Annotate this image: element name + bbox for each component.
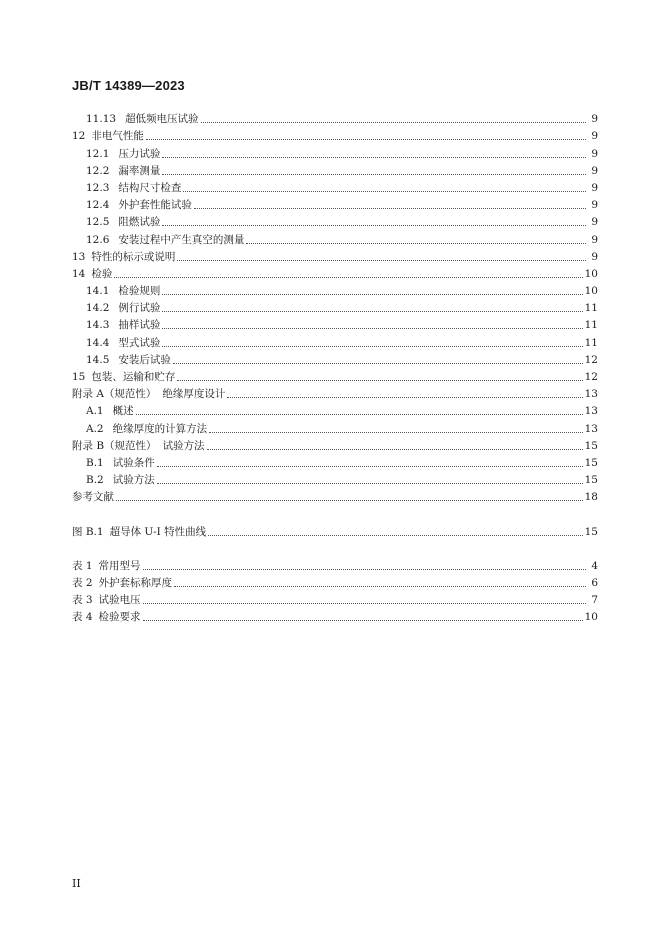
toc-entry[interactable] (72, 281, 598, 298)
dot-leader (174, 586, 586, 587)
toc-entry-page: 9 (591, 233, 598, 246)
toc-entry-page: 15 (584, 525, 598, 538)
standard-code-header: JB/T 14389—2023 (72, 78, 185, 93)
dot-leader (157, 483, 583, 484)
toc-entry[interactable] (72, 367, 598, 384)
toc-entry-title: 非电气性能 (91, 130, 144, 143)
dot-leader (143, 569, 586, 570)
toc-entry-number: 表 1 (72, 559, 93, 572)
toc-entry-title: 型式试验 (118, 336, 161, 349)
toc-entry-page: 10 (584, 285, 598, 298)
toc-entry-number: 12.2 (86, 164, 110, 177)
toc-entry-title: 例行试验 (118, 302, 161, 315)
toc-entry-page: 15 (584, 474, 598, 487)
toc-entry-title: 抽样试验 (118, 319, 161, 332)
toc-entry-title: 绝缘厚度设计 (162, 388, 226, 401)
dot-leader (162, 294, 582, 295)
toc-entry[interactable] (72, 556, 598, 573)
toc-entry[interactable] (72, 264, 598, 281)
toc-entry-title: 检验要求 (98, 611, 141, 624)
dot-leader (227, 397, 582, 398)
toc-entry-title: 试验电压 (98, 594, 141, 607)
toc-entry-page: 11 (584, 302, 598, 315)
toc-entry-number: 12.1 (86, 147, 110, 160)
toc-entry-page: 9 (591, 199, 598, 212)
toc-entry-title: 参考文献 (72, 491, 114, 504)
dot-leader (162, 174, 586, 175)
table-of-contents (72, 109, 598, 624)
toc-entry[interactable] (72, 332, 598, 349)
toc-entry-title: 阻燃试验 (118, 216, 161, 229)
toc-entry-title: 外护套性能试验 (118, 199, 192, 212)
toc-entry[interactable] (72, 401, 598, 418)
toc-entry-page: 12 (584, 371, 598, 383)
dot-leader (183, 191, 586, 192)
toc-entry-number: 图 B.1 (72, 525, 104, 538)
dot-leader (177, 380, 582, 381)
toc-entry[interactable] (72, 487, 598, 504)
toc-entry-page: 13 (584, 405, 598, 418)
toc-entry-page: 13 (584, 388, 598, 401)
dot-leader (162, 225, 586, 226)
toc-entry-page: 9 (591, 130, 598, 143)
toc-entry-title: 超导体 U-I 特性曲线 (109, 525, 207, 538)
dot-leader (177, 260, 586, 261)
toc-entry-page: 15 (584, 439, 598, 452)
toc-entry-page: 9 (591, 216, 598, 229)
toc-entry-number: 14.2 (86, 302, 110, 315)
dot-leader (162, 157, 586, 158)
dot-leader (246, 243, 586, 244)
toc-entry-page: 4 (591, 559, 598, 572)
dot-leader (208, 535, 583, 536)
toc-entry-page: 9 (591, 164, 598, 177)
toc-entry[interactable] (72, 229, 598, 246)
toc-entry-title: 概述 (112, 405, 134, 418)
toc-entry-number: 附录 A（规范性） (72, 388, 157, 401)
toc-entry-title: 压力试验 (118, 147, 161, 160)
toc-entry-number: 14.3 (86, 319, 110, 332)
toc-entry[interactable] (72, 315, 598, 332)
toc-entry-title: 常用型号 (98, 559, 141, 572)
toc-entry-title: 特性的标示或说明 (91, 250, 176, 263)
toc-entry-title: 安装过程中产生真空的测量 (118, 233, 245, 246)
toc-entry[interactable] (72, 470, 598, 487)
toc-tables-section (72, 556, 598, 625)
toc-entry-number: 13 (72, 250, 86, 263)
toc-entry-page: 15 (584, 456, 598, 469)
toc-entry-number: 12.3 (86, 181, 110, 194)
dot-leader (194, 208, 586, 209)
toc-entry[interactable] (72, 418, 598, 435)
toc-entry[interactable] (72, 126, 598, 143)
toc-entry-number: 表 2 (72, 576, 93, 589)
toc-entry-page: 7 (591, 594, 598, 607)
toc-entry-page: 6 (591, 576, 598, 589)
toc-entry[interactable] (72, 195, 598, 212)
toc-entry[interactable] (72, 161, 598, 178)
toc-entry-number: A.1 (86, 405, 104, 418)
section-gap (72, 504, 598, 521)
toc-entry-title: 包装、运输和贮存 (91, 371, 176, 383)
toc-entry-number: B.1 (86, 456, 104, 469)
toc-entry-title: 绝缘厚度的计算方法 (112, 422, 208, 435)
dot-leader (207, 449, 583, 450)
toc-entry-title: 检验规则 (118, 285, 161, 298)
toc-entry-number: 14 (72, 267, 86, 280)
toc-entry-title: 试验方法 (162, 439, 205, 452)
toc-entry[interactable] (72, 521, 598, 538)
dot-leader (201, 122, 586, 123)
toc-entry[interactable] (72, 350, 598, 367)
dot-leader (146, 139, 586, 140)
toc-entry-number: 12 (72, 130, 86, 143)
toc-entry-title: 试验条件 (112, 456, 155, 469)
toc-entry-page: 10 (584, 267, 598, 280)
toc-entry[interactable] (72, 247, 598, 264)
toc-entry-number: 表 4 (72, 611, 93, 624)
dot-leader (136, 414, 583, 415)
toc-entry-number: 11.13 (86, 113, 117, 126)
dot-leader (209, 432, 583, 433)
dot-leader (162, 346, 582, 347)
toc-entry-number: 12.4 (86, 199, 110, 212)
toc-entry-page: 11 (584, 319, 598, 332)
toc-entry-title: 检验 (91, 267, 113, 280)
toc-entry-page: 9 (591, 147, 598, 160)
toc-entry[interactable] (72, 607, 598, 624)
toc-entry-number: 15 (72, 371, 86, 383)
toc-entry-number: 14.5 (86, 353, 110, 366)
toc-entry-number: 14.1 (86, 285, 110, 298)
toc-entry-title: 安装后试验 (118, 353, 171, 366)
toc-entry-page: 13 (584, 422, 598, 435)
toc-entry-page: 12 (584, 353, 598, 366)
toc-entry-number: 12.5 (86, 216, 110, 229)
toc-entry-title: 试验方法 (112, 474, 155, 487)
toc-entry[interactable] (72, 143, 598, 160)
toc-figures-section (72, 521, 598, 538)
toc-entry-title: 超低频电压试验 (125, 113, 199, 126)
toc-entry-page: 10 (584, 611, 598, 624)
toc-entry[interactable] (72, 573, 598, 590)
toc-entry-title: 漏率测量 (118, 164, 161, 177)
dot-leader (114, 277, 582, 278)
toc-entry-number: 14.4 (86, 336, 110, 349)
toc-entry-number: A.2 (86, 422, 104, 435)
toc-entry[interactable] (72, 384, 598, 401)
toc-entry-number: B.2 (86, 474, 104, 487)
dot-leader (162, 328, 582, 329)
toc-entry-title: 外护套标称厚度 (98, 576, 173, 589)
toc-entry-page: 9 (591, 250, 598, 263)
toc-entry[interactable] (72, 453, 598, 470)
toc-entry[interactable] (72, 212, 598, 229)
toc-entry-number: 表 3 (72, 594, 93, 607)
toc-entry[interactable] (72, 298, 598, 315)
dot-leader (173, 363, 583, 364)
toc-entry[interactable] (72, 590, 598, 607)
toc-entry-number: 附录 B（规范性） (72, 439, 157, 452)
dot-leader (116, 500, 583, 501)
toc-entry[interactable] (72, 178, 598, 195)
page-number-roman: II (72, 877, 81, 890)
toc-entry[interactable] (72, 436, 598, 453)
dot-leader (143, 620, 583, 621)
toc-entry-title: 结构尺寸检查 (118, 181, 182, 194)
toc-entry-number: 12.6 (86, 233, 110, 246)
section-gap (72, 539, 598, 556)
toc-main-section (72, 109, 598, 504)
toc-entry[interactable] (72, 109, 598, 126)
toc-entry-page: 18 (584, 491, 598, 504)
toc-entry-page: 9 (591, 113, 598, 126)
toc-entry-page: 9 (591, 181, 598, 194)
dot-leader (157, 466, 583, 467)
toc-entry-page: 11 (584, 336, 598, 349)
dot-leader (143, 603, 586, 604)
dot-leader (162, 311, 582, 312)
